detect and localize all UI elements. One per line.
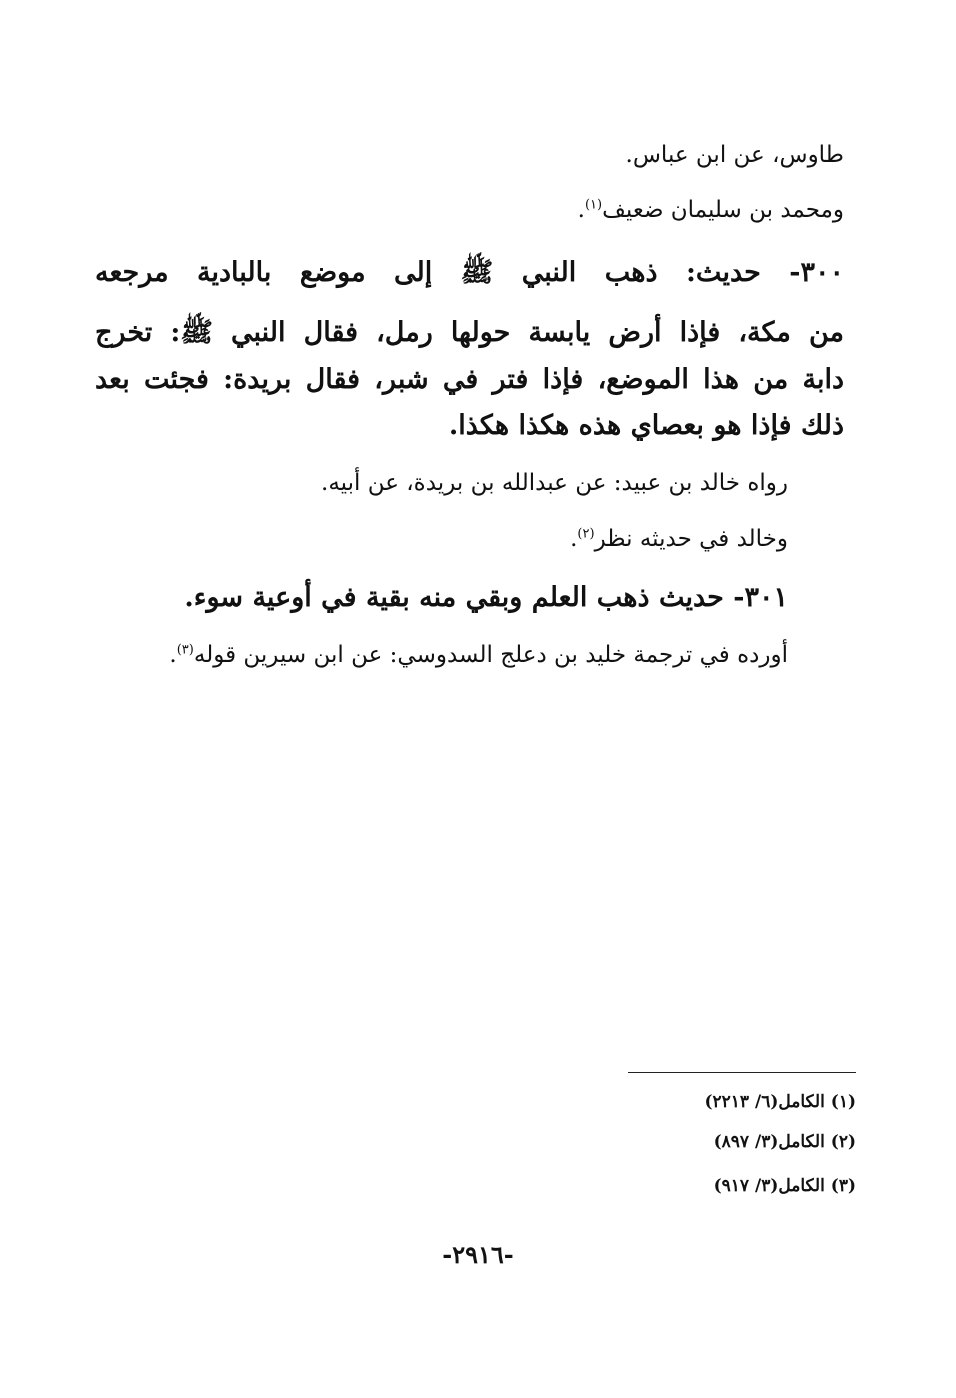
hadith-text-line: ذلك فإذا هو بعصاي هذه هكذا هكذا.	[448, 410, 844, 441]
line-end: .	[169, 642, 177, 668]
footnote-marker[interactable]: (١)	[584, 197, 603, 213]
footnote-divider	[628, 1072, 856, 1073]
footnote: (٣) الكامل(٣/ ٩١٧)	[713, 1176, 856, 1196]
line-end: .	[570, 526, 578, 552]
hadith-heading-line: ٣٠١- حديث ذهب العلم وبقي منه بقية في أوعية سوء.	[184, 582, 788, 613]
text-line	[570, 526, 788, 552]
line-end: .	[577, 197, 585, 223]
hadith-text-line: دابة من هذا الموضع، فإذا فتر في شبر، فقال بريدة: فجئت بعد	[95, 364, 844, 395]
footnote-marker[interactable]: (٣)	[176, 642, 194, 658]
text-line	[169, 642, 788, 668]
footnote: (٢) الكامل(٣/ ٨٩٧)	[713, 1132, 856, 1152]
line-text: أورده في ترجمة خليد بن دعلج السدوسي: عن ابن سيرين قوله	[193, 642, 788, 668]
line-text: وخالد في حديثه نظر	[594, 526, 788, 552]
text-line: رواه خالد بن عبيد: عن عبدالله بن بريدة، عن أبيه.	[321, 470, 788, 496]
footnote: (١) الكامل(٦/ ٢٢١٣)	[704, 1092, 856, 1112]
hadith-text-line: من مكة، فإذا أرض يابسة حولها رمل، فقال النبي ﷺ: تخرج	[95, 317, 844, 348]
line-text: ومحمد بن سليمان ضعيف	[602, 197, 844, 223]
page-number: -٢٩١٦-	[442, 1240, 514, 1269]
footnote-marker[interactable]: (٢)	[577, 526, 595, 542]
text-line: طاوس، عن ابن عباس.	[625, 142, 844, 168]
text-line	[578, 197, 844, 223]
hadith-heading-line: ٣٠٠- حديث: ذهب النبي ﷺ إلى موضع بالبادية مرجعه	[95, 257, 844, 288]
